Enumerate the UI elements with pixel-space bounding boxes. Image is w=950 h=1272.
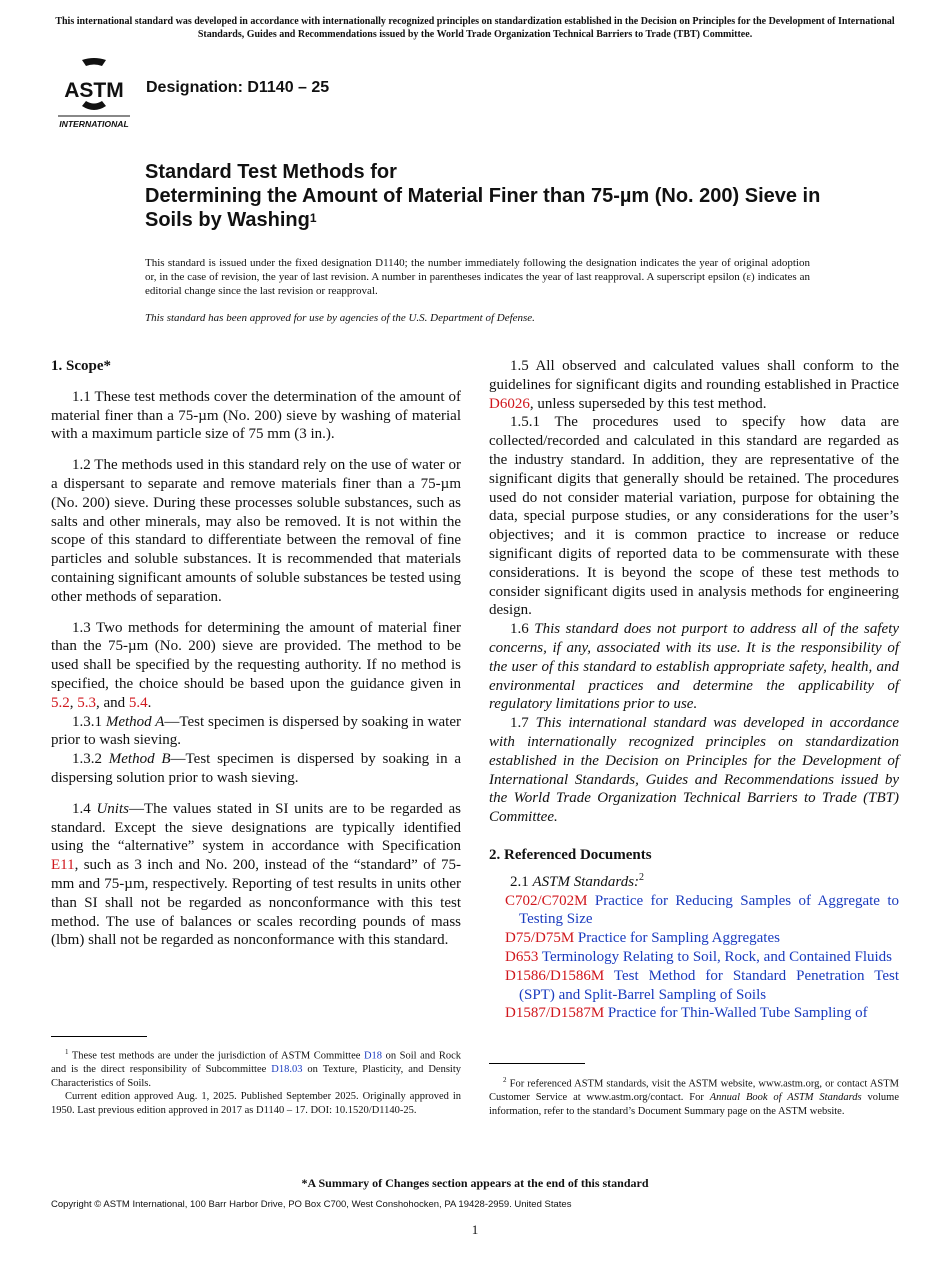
section-text: —Test specimen is dispersed by soaking in a dispersing solution prior to wash sieving. xyxy=(51,751,462,786)
section-number: 1.4 xyxy=(72,800,97,817)
ref-code[interactable]: D1587/D1587M xyxy=(505,1005,605,1022)
footnote-2-para xyxy=(489,1074,899,1118)
link-5-4[interactable]: 5.4 xyxy=(128,694,148,711)
ref-title[interactable]: Practice for Thin-Walled Tube Sampling of xyxy=(607,1005,868,1022)
ref-title[interactable]: Practice for Sampling Aggregates xyxy=(577,930,780,947)
footnote-rule-left xyxy=(51,1036,147,1037)
section-1-6 xyxy=(489,620,899,714)
page-number: 1 xyxy=(471,1222,479,1237)
footnote-text: For referenced ASTM standards, visit the ASTM website, www.astm.org, or contact ASTM Customer Service at www.astm.org/contact. For xyxy=(489,1078,899,1103)
method-b-label: Method B xyxy=(108,751,171,768)
section-1-4 xyxy=(51,800,461,950)
title-line-2 xyxy=(145,184,845,232)
footnote-number: 2 xyxy=(503,1076,507,1084)
footnote-number: 1 xyxy=(65,1048,69,1056)
logo-subtitle: INTERNATIONAL xyxy=(59,119,129,129)
ref-title[interactable]: Practice for Reducing Samples of Aggregate to Testing Size xyxy=(519,892,900,928)
annual-book-title: Annual Book of ASTM Standards xyxy=(709,1092,862,1103)
link-e11[interactable]: E11 xyxy=(51,857,75,874)
ref-item[interactable] xyxy=(489,892,899,930)
section-text: , such as 3 inch and No. 200, instead of the “standard” of 75-mm and 75-µm, respectively. Reporting of test results in units other than SI shall not be regarded as nonconformance with this test method. The use of balances or scales recording pounds of mass (lbm) shall not be regarded as nonconformance with this standard. xyxy=(51,857,461,949)
ref-title[interactable]: Terminology Relating to Soil, Rock, and Contained Fluids xyxy=(541,948,893,965)
astm-standards-label: ASTM Standards: xyxy=(532,873,640,890)
left-column xyxy=(51,357,461,950)
astm-international-logo-icon xyxy=(52,56,136,132)
section-1-3-text: 1.3 Two methods for determining the amount of material finer than the 75-µm (No. 200) sieve are provided. The method to be used shall be specified by the requesting authority. If no method is specified, the choice should be based upon the guidance given in xyxy=(51,619,461,692)
separator: , and xyxy=(96,694,129,711)
separator: . xyxy=(147,694,152,711)
dod-approval-note: This standard has been approved for use by agencies of the U.S. Department of Defense. xyxy=(145,312,535,324)
section-text: —The values stated in SI units are to be regarded as standard. Except the sieve designations are typically identified using the “alternative” system in accordance with Specification xyxy=(51,800,462,855)
section-1-5-1: 1.5.1 The procedures used to specify how data are collected/recorded and calculated in this standard are regarded as the industry standard. In addition, they are representative of the significant digits that generally should be retained. The procedures used do not consider material variation, purpose for obtaining the data, special purpose studies, or any considerations for the user’s objectives; and it is common practice to increase or reduce significant digits of reported data to be commensurate with these considerations. It is beyond the scope of these test methods to consider significant digits used in analysis methods for engineering design. xyxy=(489,414,899,619)
link-d6026[interactable]: D6026 xyxy=(489,395,530,412)
ref-code[interactable]: D653 xyxy=(505,948,539,965)
footnote-2 xyxy=(489,1074,899,1118)
title-line-1: Standard Test Methods for xyxy=(145,161,397,183)
section-number: 1.7 xyxy=(510,715,536,732)
section-1-3-2 xyxy=(51,750,461,788)
section-number: 1.6 xyxy=(510,621,535,638)
footnote-text: volume information, refer to the standard’s Document Summary page on the ASTM website. xyxy=(489,1092,900,1117)
footnote-text: on Soil and Rock and is the direct responsibility of Subcommittee xyxy=(51,1050,461,1075)
summary-of-changes-note: *A Summary of Changes section appears at the end of this standard xyxy=(301,1176,649,1190)
section-number: 2.1 xyxy=(510,873,533,890)
tbt-notice: This international standard was developed in accordance with internationally recognized principles on standardization established in the Decision on Principles for the Development of International Standards, Guides and Recommendations issued by the World Trade Organization Technical Barriers to Trade (TBT) Committee. xyxy=(55,16,895,40)
ref-title[interactable]: Test Method for Standard Penetration Test (SPT) and Split-Barrel Sampling of Soils xyxy=(519,967,899,1003)
section-text: —Test specimen is dispersed by soaking in water prior to wash sieving. xyxy=(51,713,461,749)
separator: , xyxy=(69,694,78,711)
ref-item[interactable] xyxy=(489,948,899,967)
footnote-1-edition: Current edition approved Aug. 1, 2025. Published September 2025. Originally approved in 1950. Last previous edition approved in 2017 as D1140 – 17. DOI: 10.1520/D1140-25. xyxy=(51,1091,461,1116)
ref-code[interactable]: D1586/D1586M xyxy=(505,967,605,984)
section-1-3-1 xyxy=(51,713,461,751)
section-text: , unless superseded by this test method. xyxy=(529,395,767,412)
designation-intro: This standard is issued under the fixed designation D1140; the number immediately following the designation indicates the year of original adoption or, in the case of revision, the year of last revision. A number in parentheses indicates the year of last reapproval. A superscript epsilon (ε) indicates an editorial change since the last revision or reapproval. xyxy=(145,257,810,297)
section-number: 1.3.1 xyxy=(72,713,106,730)
ref-item[interactable] xyxy=(489,967,899,1005)
section-1-1: 1.1 These test methods cover the determination of the amount of material finer than a 75-µm (No. 200) sieve by washing of material with a maximum particle size of 75 mm (3 in.). xyxy=(51,388,461,443)
safety-caveat: This standard does not purport to address all of the safety concerns, if any, associated with its use. It is the responsibility of the user of this standard to establish appropriate safety, health, and environmental practices and determine the applicability of regulatory limitations prior to use. xyxy=(489,621,900,713)
logo-mark: ASTM xyxy=(64,79,124,102)
wto-statement: This international standard was developed in accordance with internationally recognized principles on standardization established in the Decision on Principles for the Development of International Standards, Guides and Recommendations issued by the World Trade Organization Technical Barriers to Trade (TBT) Committee. xyxy=(489,715,900,826)
scope-heading: 1. Scope* xyxy=(51,358,111,374)
section-2-1 xyxy=(489,869,899,892)
section-1-2: 1.2 The methods used in this standard rely on the use of water or a dispersant to separate and remove materials finer than a 75-µm (No. 200) sieve. During these processes soluble substances, such as salts and other minerals, may also be removed. It is not within the scope of this standard to differentiate between the removal of fine particles and soluble substances. It is recommended that materials containing significant amounts of soluble substances be tested using other methods of separation. xyxy=(51,457,461,605)
footnote-2-mark[interactable]: 2 xyxy=(639,871,645,883)
ref-code[interactable]: C702/C702M xyxy=(505,892,588,909)
title-main: Determining the Amount of Material Finer than 75-µm (No. 200) Sieve in Soils by Washing xyxy=(145,185,821,231)
copyright: Copyright © ASTM International, 100 Barr Harbor Drive, PO Box C700, West Conshohocken, PA 19428-2959. United States xyxy=(51,1199,572,1210)
right-column xyxy=(489,357,899,1023)
ref-item[interactable] xyxy=(489,1004,899,1023)
link-d18[interactable]: D18 xyxy=(363,1050,383,1062)
title-footnote-mark[interactable]: 1 xyxy=(309,211,317,225)
method-a-label: Method A xyxy=(105,713,165,730)
footnote-text: These test methods are under the jurisdiction of ASTM Committee xyxy=(68,1050,364,1062)
footnote-text: on Texture, Plasticity, and Density Characteristics of Soils. xyxy=(51,1064,462,1089)
section-number: 1.3.2 xyxy=(72,751,109,768)
referenced-documents-heading: 2. Referenced Documents xyxy=(489,846,652,863)
designation: Designation: D1140 – 25 xyxy=(146,79,330,96)
document-title xyxy=(145,160,845,232)
ref-code[interactable]: D75/D75M xyxy=(505,930,575,947)
units-label: Units xyxy=(96,800,129,817)
section-1-3 xyxy=(51,619,461,713)
footnote-rule-right xyxy=(489,1063,585,1064)
link-d18-03[interactable]: D18.03 xyxy=(271,1064,303,1075)
ref-item[interactable] xyxy=(489,929,899,948)
footnote-1 xyxy=(51,1046,461,1117)
section-1-5 xyxy=(489,357,899,413)
section-text: 1.5 All observed and calculated values shall conform to the guidelines for significant digits and rounding established in Practice xyxy=(489,358,899,393)
link-5-3[interactable]: 5.3 xyxy=(77,694,96,711)
footnote-1-para xyxy=(51,1046,461,1090)
link-5-2[interactable]: 5.2 xyxy=(51,694,70,711)
section-1-7 xyxy=(489,714,899,827)
